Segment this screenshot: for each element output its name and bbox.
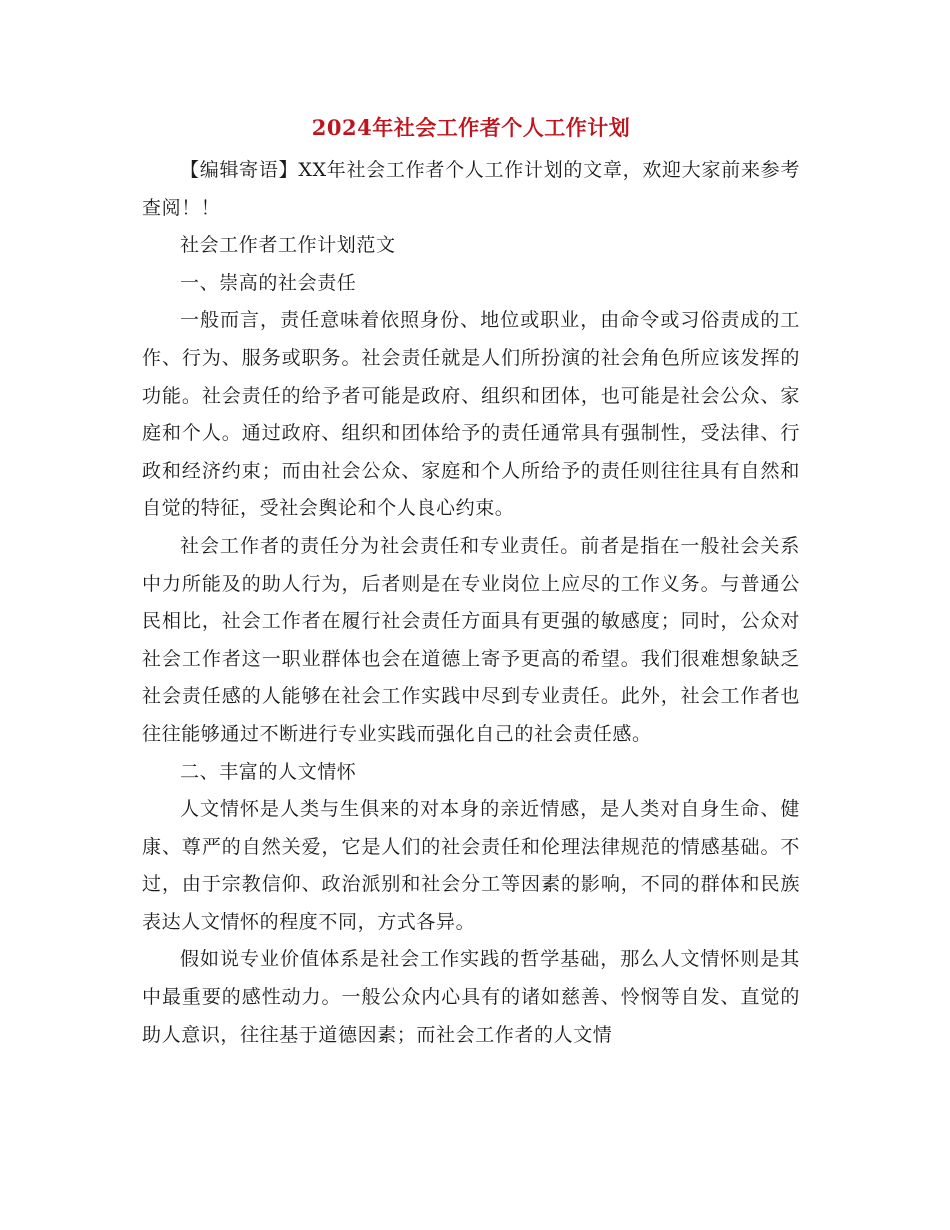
body-paragraph: 社会工作者的责任分为社会责任和专业责任。前者是指在一般社会关系中力所能及的助人行为，后者则是在专业岗位上应尽的工作义务。与普通公民相比，社会工作者在履行社会责任方面具有更强的敏感度；同时，公众对社会工作者这一职业群体也会在道德上寄予更高的希望。我们很难想象缺乏社会责任感的人能够在社会工作实践中尽到专业责任。此外，社会工作者也往往能够通过不断进行专业实践而强化自己的社会责任感。 [142,534,800,745]
section-subtitle: 社会工作者工作计划范文 [180,234,396,257]
document-page [142,108,800,1054]
heading-section-2: 二、丰富的人文情怀 [180,760,357,783]
document-title: 2024年社会工作者个人工作计划 [311,115,631,140]
body-paragraph: 人文情怀是人类与生俱来的对本身的亲近情感，是人类对自身生命、健康、尊严的自然关爱，它是人们的社会责任和伦理法律规范的情感基础。不过，由于宗教信仰、政治派别和社会分工等因素的影响，不同的群体和民族表达人文情怀的程度不同，方式各异。 [142,798,800,933]
body-paragraph: 假如说专业价值体系是社会工作实践的哲学基础，那么人文情怀则是其中最重要的感性动力。一般公众内心具有的诸如慈善、怜悯等自发、直觉的助人意识，往往基于道德因素；而社会工作者的人文情 [142,948,800,1046]
editor-note-paragraph: 【编辑寄语】XX年社会工作者个人工作计划的文章，欢迎大家前来参考查阅！！ [142,159,800,219]
heading-section-1: 一、崇高的社会责任 [180,271,357,294]
body-paragraph: 一般而言，责任意味着依照身份、地位或职业，由命令或习俗责成的工作、行为、服务或职务。社会责任就是人们所扮演的社会角色所应该发挥的功能。社会责任的给予者可能是政府、组织和团体，也可能是社会公众、家庭和个人。通过政府、组织和团体给予的责任通常具有强制性，受法律、行政和经济约束；而由社会公众、家庭和个人所给予的责任则往往具有自然和自觉的特征，受社会舆论和个人良心约束。 [142,309,800,520]
